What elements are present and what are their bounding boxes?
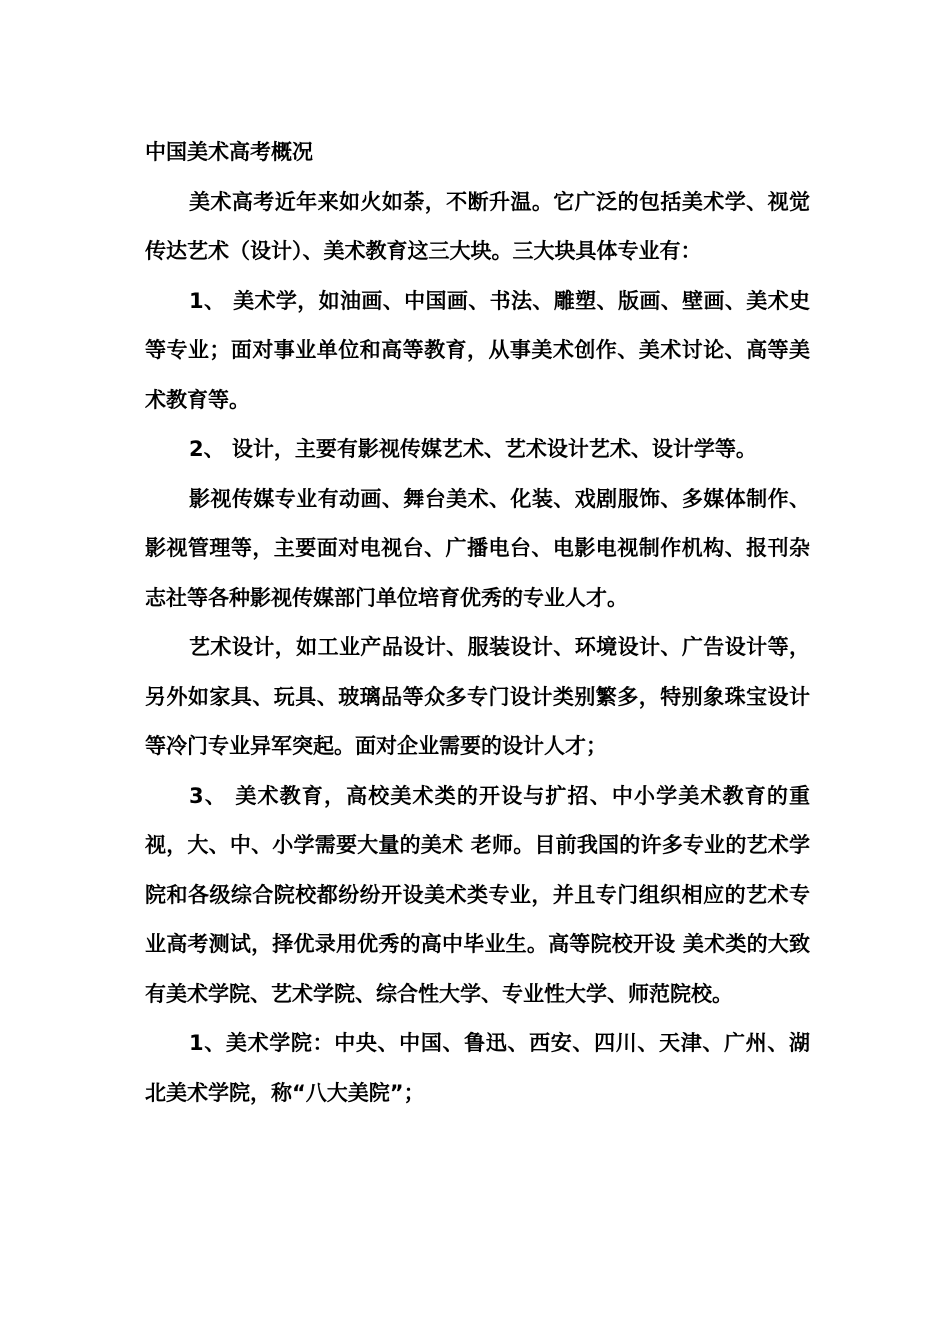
paragraph-design: 2、 设计，主要有影视传媒艺术、艺术设计艺术、设计学等。 [189, 437, 757, 461]
paragraph-art-academies: 1、美术学院：中央、中国、鲁迅、西安、四川、天津、广州、湖北美术学院，称“八大美院”； [145, 1031, 810, 1105]
document-body [145, 128, 810, 1118]
paragraph-intro: 美术高考近年来如火如荼，不断升温。它广泛的包括美术学、视觉传达艺术（设计）、美术教育这三大块。三大块具体专业有： [145, 189, 810, 263]
paragraph-film-media: 影视传媒专业有动画、舞台美术、化装、戏剧服饰、多媒体制作、影视管理等，主要面对电视台、广播电台、电影电视制作机构、报刊杂志社等各种影视传媒部门单位培育优秀的专业人才。 [145, 486, 810, 610]
paragraph-art-education: 3、 美术教育，高校美术类的开设与扩招、中小学美术教育的重视，大、中、小学需要大量的美术 老师。目前我国的许多专业的艺术学院和各级综合院校都纷纷开设美术类专业，并且专门组织相应的艺术专业高考测试，择优录用优秀的高中毕业生。高等院校开设 美术类的大致有美术学院、艺术学院、综合性大学、专业性大学、师范院校。 [145, 783, 810, 1006]
paragraph-art-design: 艺术设计，如工业产品设计、服装设计、环境设计、广告设计等，另外如家具、玩具、玻璃品等众多专门设计类别繁多，特别象珠宝设计等冷门专业异军突起。面对企业需要的设计人才； [145, 635, 810, 758]
paragraph-fine-arts: 1、 美术学，如油画、中国画、书法、雕塑、版画、壁画、美术史等专业；面对事业单位和高等教育，从事美术创作、美术讨论、高等美术教育等。 [145, 288, 810, 412]
document-title: 中国美术高考概况 [145, 140, 313, 164]
